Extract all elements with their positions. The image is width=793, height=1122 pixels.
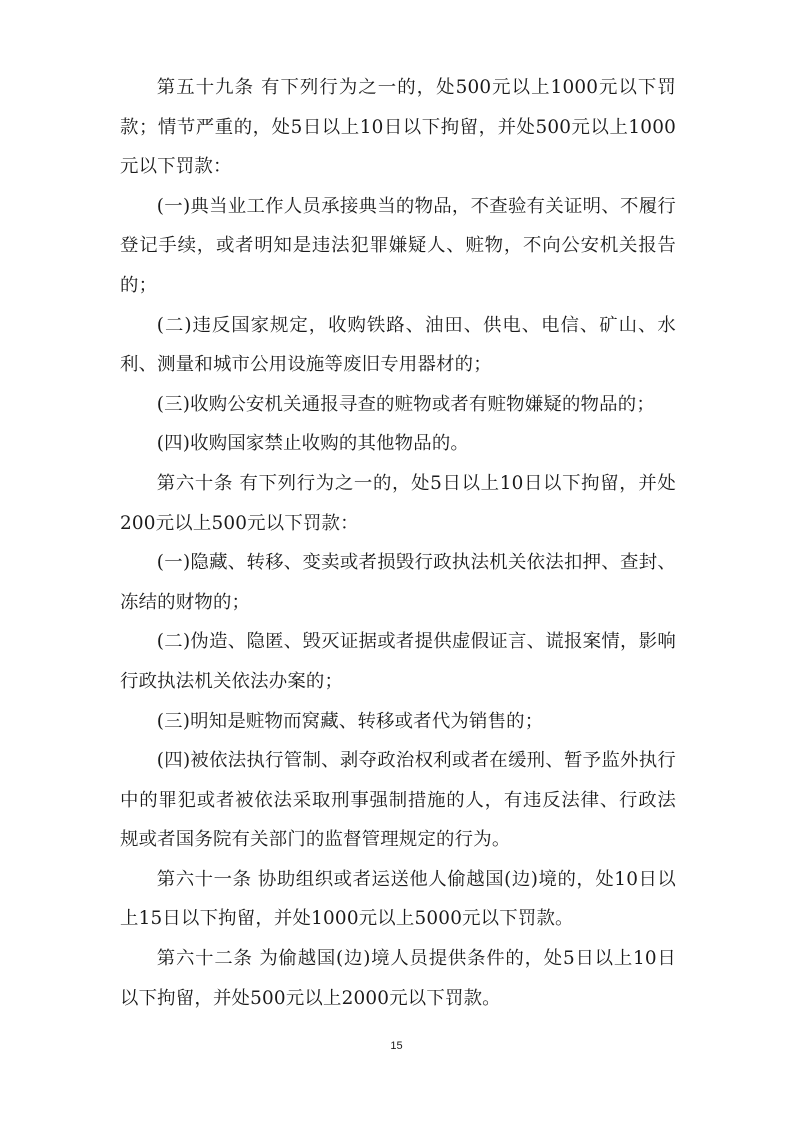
article-60-item-2: (二)伪造、隐匿、毁灭证据或者提供虚假证言、谎报案情，影响行政执法机关依法办案的；	[120, 631, 676, 692]
article-59-item-1: (一)典当业工作人员承接典当的物品，不查验有关证明、不履行登记手续，或者明知是违法犯罪嫌疑人、赃物，不向公安机关报告的；	[120, 195, 676, 296]
article-60-item-3: (三)明知是赃物而窝藏、转移或者代为销售的；	[156, 710, 544, 732]
article-59-item-4: (四)收购国家禁止收购的其他物品的。	[156, 433, 469, 455]
article-62: 第六十二条 为偷越国(边)境人员提供条件的，处5日以上10日以下拘留，并处500元以上2000元以下罚款。	[120, 948, 676, 1009]
article-60-item-4: (四)被依法执行管制、剥夺政治权利或者在缓刑、暂予监外执行中的罪犯或者被依法采取刑事强制措施的人，有违反法律、行政法规或者国务院有关部门的监督管理规定的行为。	[120, 750, 676, 851]
article-60-item-1: (一)隐藏、转移、变卖或者损毁行政执法机关依法扣押、查封、冻结的财物的；	[120, 552, 676, 613]
article-59-item-3: (三)收购公安机关通报寻查的赃物或者有赃物嫌疑的物品的；	[156, 393, 655, 415]
article-61: 第六十一条 协助组织或者运送他人偷越国(边)境的，处10日以上15日以下拘留，并处1000元以上5000元以下罚款。	[120, 868, 676, 930]
article-60-intro: 第六十条 有下列行为之一的，处5日以上10日以下拘留，并处200元以上500元以下罚款：	[120, 472, 676, 534]
article-59-intro: 第五十九条 有下列行为之一的，处500元以上1000元以下罚款；情节严重的，处5日以上10日以下拘留，并处500元以上1000元以下罚款：	[120, 77, 676, 178]
article-59-item-2: (二)违反国家规定，收购铁路、油田、供电、电信、矿山、水利、测量和城市公用设施等废旧专用器材的；	[120, 314, 676, 376]
page-number: 15	[390, 1040, 403, 1052]
document-body	[120, 68, 676, 1018]
